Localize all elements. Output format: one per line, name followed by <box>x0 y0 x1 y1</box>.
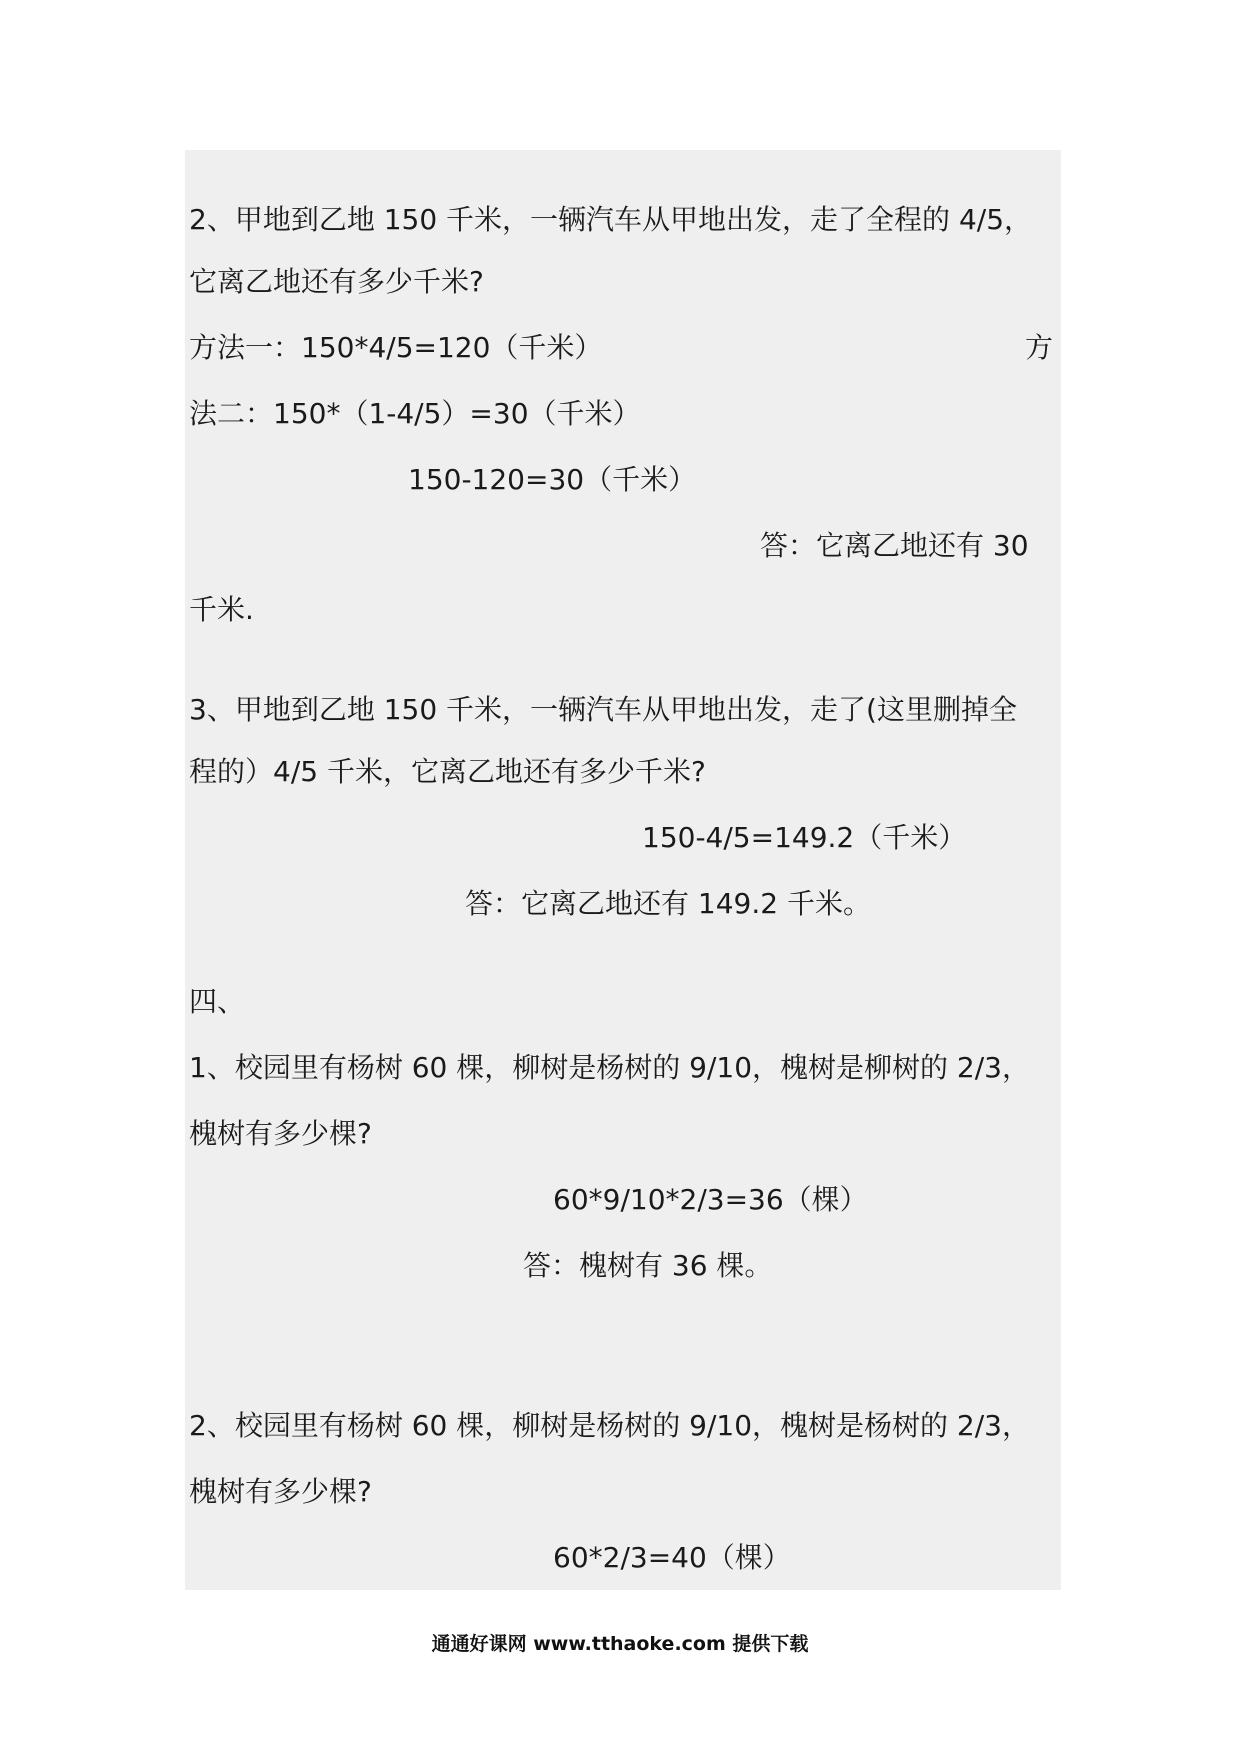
section4-heading: 四、 <box>189 985 246 1018</box>
problem2-answer-line2: 千米. <box>189 593 254 626</box>
problem2-method1: 方法一：150*4/5=120（千米） <box>189 331 603 364</box>
problem3-answer: 答：它离乙地还有 149.2 千米。 <box>465 887 871 920</box>
section4-problem1-question-line2: 槐树有多少棵? <box>189 1117 372 1150</box>
problem2-method2-line: 法二：150*（1-4/5）=30（千米） <box>189 397 641 430</box>
problem3-question-line2: 程的）4/5 千米，它离乙地还有多少千米? <box>189 755 706 788</box>
section4-problem2-solution: 60*2/3=40（棵） <box>553 1541 791 1574</box>
problem3-solution: 150-4/5=149.2（千米） <box>642 821 967 854</box>
problem2-method2-char: 方 <box>1025 331 1054 364</box>
problem2-answer-line1: 答：它离乙地还有 30 <box>760 529 1029 562</box>
section4-problem2-question-line1: 2、校园里有杨树 60 棵，柳树是杨树的 9/10，槐树是杨树的 2/3， <box>189 1409 1030 1442</box>
section4-problem1-answer: 答：槐树有 36 棵。 <box>523 1249 773 1282</box>
section4-problem1-solution: 60*9/10*2/3=36（棵） <box>553 1183 868 1216</box>
problem2-method1-step2: 150-120=30（千米） <box>408 463 697 496</box>
section4-problem1-question-line1: 1、校园里有杨树 60 棵，柳树是杨树的 9/10，槐树是柳树的 2/3， <box>189 1051 1030 1084</box>
problem2-question-line2: 它离乙地还有多少千米? <box>189 265 484 298</box>
problem3-question-line1: 3、甲地到乙地 150 千米，一辆汽车从甲地出发，走了(这里删掉全 <box>189 693 1017 726</box>
problem2-question-line1: 2、甲地到乙地 150 千米，一辆汽车从甲地出发，走了全程的 4/5， <box>189 203 1033 236</box>
footer-credit: 通通好课网 www.tthaoke.com 提供下载 <box>431 1633 809 1655</box>
section4-problem2-question-line2: 槐树有多少棵? <box>189 1475 372 1508</box>
